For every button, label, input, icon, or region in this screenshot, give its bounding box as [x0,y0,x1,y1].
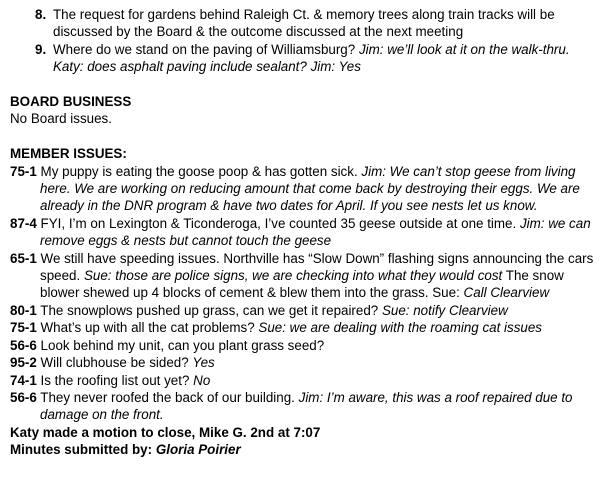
board-business-text: No Board issues. [10,111,112,127]
unit-number: 95-2 [10,355,37,371]
member-issue [10,250,598,302]
issue-text: The snowplows pushed up grass, can we get it repaired? [40,302,379,318]
submitted-name: Gloria Poirier [155,442,241,458]
unit-number: 65-1 [10,250,37,266]
item-text: The request for gardens behind Raleigh Ct. & memory trees along train tracks will be discussed by the Board & the outcome discussed at the next meeting [53,7,555,40]
member-issue [10,389,598,424]
item-number: 8. [35,7,47,22]
issue-response: Jim: we can remove eggs & nests but cannot touch the geese [40,215,591,249]
meeting-minutes [10,6,598,459]
unit-number: 56-6 [10,389,37,405]
issue-response: Jim: I’m aware, this was a roof repaired due to damage on the front. [40,389,573,423]
issue-text: They never roofed the back of our building. [40,389,295,405]
item-response: Jim: we’ll look at it on the walk-thru. Katy: does asphalt paving include sealant? Jim: Yes [53,41,570,75]
unit-number: 74-1 [10,372,37,388]
member-issues-heading: MEMBER ISSUES: [10,146,127,162]
minutes-submitted [10,441,598,458]
unit-number: 75-1 [10,163,37,179]
issue-response: Sue: those are police signs, we are checking into what they would cost [83,268,503,284]
member-issue [10,372,598,389]
issue-text: Look behind my unit, can you plant grass seed? [40,337,325,353]
issue-text: My puppy is eating the goose poop & has gotten sick. [40,163,358,179]
unit-number: 80-1 [10,302,37,318]
issue-extra-response: Call Clearview [463,285,550,301]
unit-number: 87-4 [10,215,37,231]
member-issue [10,319,598,336]
issue-text: We still have speeding issues. Northville has “Slow Down” flashing signs announcing the cars speed. [40,250,594,284]
issue-response: Yes [192,355,215,371]
member-issue [10,215,598,250]
member-issue [10,337,598,354]
issue-text: FYI, I’m on Lexington & Ticonderoga, I’ve counted 35 geese outside at one time. [40,215,517,231]
member-issue [10,163,598,215]
issue-response: Jim: We can’t stop geese from living here. We are working on reducing amount that come back by destroying their eggs. We are already in the DNR program & have two dates for April. If you see nests let us know. [40,163,580,214]
closing-motion: Katy made a motion to close, Mike G. 2nd at 7:07 [10,424,321,440]
issue-response: Sue: we are dealing with the roaming cat issues [258,320,542,336]
item-text: Where do we stand on the paving of Williamsburg? [53,41,356,57]
member-issue [10,354,598,371]
issue-text: Will clubhouse be sided? [40,355,189,371]
item-number: 9. [35,41,47,57]
submitted-label: Minutes submitted by: [10,442,153,458]
member-issue [10,302,598,319]
old-business-item-8 [10,6,598,41]
old-business-item-9 [10,41,598,76]
unit-number: 56-6 [10,337,37,353]
issue-response: Sue: notify Clearview [381,302,508,318]
issue-text: What’s up with all the cat problems? [40,320,255,336]
issue-response: No [193,372,211,388]
board-business-heading: BOARD BUSINESS [10,94,132,110]
unit-number: 75-1 [10,320,37,336]
issue-extra-text: The snow blower shewed up 4 blocks of cement & blew them into the grass. Sue: [40,268,564,301]
issue-text: Is the roofing list out yet? [40,372,190,388]
